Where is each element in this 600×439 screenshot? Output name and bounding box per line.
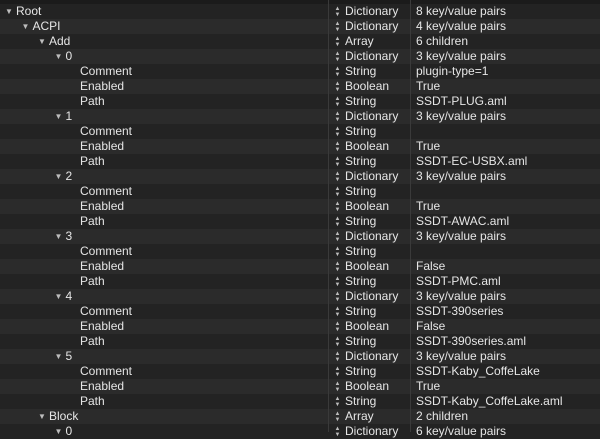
type-cell[interactable]: [334, 139, 389, 154]
key-label: Comment: [80, 304, 133, 318]
key-label: 0: [65, 49, 73, 63]
value-cell[interactable]: SSDT-EC-USBX.aml: [416, 154, 528, 168]
key-cell[interactable]: [80, 244, 132, 259]
disclosure-triangle-icon[interactable]: ▼: [38, 37, 46, 46]
type-stepper-icon[interactable]: ▲ ▼: [334, 230, 341, 243]
type-cell[interactable]: [334, 49, 398, 64]
type-stepper-icon[interactable]: ▲ ▼: [334, 305, 341, 318]
type-stepper-icon[interactable]: ▲ ▼: [334, 170, 341, 183]
type-stepper-icon[interactable]: ▲ ▼: [334, 110, 341, 123]
plist-row[interactable]: [0, 124, 600, 139]
value-cell[interactable]: plugin-type=1: [416, 64, 489, 78]
value-cell[interactable]: 3 key/value pairs: [416, 109, 507, 123]
key-label: Comment: [80, 184, 133, 198]
key-label: Comment: [80, 124, 133, 138]
plist-row[interactable]: [0, 334, 600, 349]
plist-outline-view: [0, 4, 600, 438]
type-stepper-icon[interactable]: ▲ ▼: [334, 20, 341, 33]
type-label: Boolean: [345, 79, 390, 93]
type-label: String: [345, 274, 377, 288]
key-label: Path: [80, 214, 105, 228]
key-cell[interactable]: [80, 259, 124, 274]
key-cell[interactable]: [21, 19, 61, 34]
value-cell[interactable]: SSDT-AWAC.aml: [416, 214, 510, 228]
type-cell[interactable]: [334, 214, 376, 229]
key-cell[interactable]: [80, 364, 132, 379]
type-label: String: [345, 304, 377, 318]
value-cell[interactable]: SSDT-Kaby_CoffeLake: [416, 364, 540, 378]
type-stepper-icon[interactable]: ▲ ▼: [334, 335, 341, 348]
type-cell[interactable]: [334, 199, 389, 214]
type-label: Boolean: [345, 199, 390, 213]
key-label: 4: [65, 289, 73, 303]
value-cell[interactable]: SSDT-PMC.aml: [416, 274, 501, 288]
value-cell[interactable]: False: [416, 319, 446, 333]
key-label: Enabled: [80, 139, 125, 153]
value-cell[interactable]: SSDT-PLUG.aml: [416, 94, 507, 108]
type-cell[interactable]: [334, 394, 376, 409]
disclosure-triangle-icon[interactable]: ▼: [21, 22, 30, 31]
key-cell[interactable]: [54, 49, 73, 64]
key-cell[interactable]: [37, 409, 78, 424]
value-cell[interactable]: 6 key/value pairs: [416, 424, 507, 438]
key-cell[interactable]: [80, 154, 105, 169]
value-cell[interactable]: 6 children: [416, 34, 469, 48]
plist-row[interactable]: [0, 94, 600, 109]
type-stepper-icon[interactable]: ▲ ▼: [334, 65, 341, 78]
type-stepper-icon[interactable]: ▲ ▼: [334, 410, 341, 423]
key-label: Add: [49, 34, 71, 48]
type-label: Array: [345, 34, 374, 48]
value-cell[interactable]: 2 children: [416, 409, 469, 423]
key-cell[interactable]: [80, 184, 132, 199]
type-cell[interactable]: [334, 319, 389, 334]
key-cell[interactable]: [54, 349, 73, 364]
plist-row[interactable]: [0, 379, 600, 394]
type-cell[interactable]: [334, 34, 374, 49]
key-label: Enabled: [80, 379, 125, 393]
key-label: Path: [80, 274, 105, 288]
type-label: String: [345, 184, 377, 198]
key-cell[interactable]: [80, 124, 132, 139]
column-divider-type-value: [410, 0, 411, 432]
key-label: Block: [49, 409, 79, 423]
plist-row[interactable]: [0, 424, 600, 439]
type-stepper-icon[interactable]: ▲ ▼: [334, 425, 341, 438]
plist-row[interactable]: [0, 64, 600, 79]
plist-row[interactable]: [0, 349, 600, 364]
plist-row[interactable]: [0, 139, 600, 154]
type-cell[interactable]: [334, 184, 376, 199]
type-cell[interactable]: [334, 334, 376, 349]
type-stepper-icon[interactable]: ▲ ▼: [334, 185, 341, 198]
type-label: Dictionary: [345, 229, 399, 243]
type-cell[interactable]: [334, 274, 376, 289]
type-cell[interactable]: [334, 364, 376, 379]
plist-row[interactable]: [0, 169, 600, 184]
type-stepper-icon[interactable]: ▲ ▼: [334, 275, 341, 288]
key-cell[interactable]: [80, 139, 124, 154]
disclosure-triangle-icon[interactable]: ▼: [54, 52, 63, 61]
type-stepper-icon[interactable]: ▲ ▼: [334, 5, 341, 18]
key-label: Enabled: [80, 259, 125, 273]
plist-row[interactable]: [0, 409, 600, 424]
disclosure-triangle-icon[interactable]: ▼: [54, 292, 63, 301]
disclosure-triangle-icon[interactable]: ▼: [5, 7, 13, 16]
type-stepper-icon[interactable]: ▲ ▼: [334, 215, 341, 228]
type-cell[interactable]: [334, 64, 376, 79]
type-label: String: [345, 394, 377, 408]
type-stepper-icon[interactable]: ▲ ▼: [334, 365, 341, 378]
key-cell[interactable]: [80, 79, 124, 94]
type-cell[interactable]: [334, 94, 376, 109]
key-label: Path: [80, 94, 105, 108]
type-label: String: [345, 154, 377, 168]
key-label: Enabled: [80, 79, 125, 93]
value-cell[interactable]: 8 key/value pairs: [416, 4, 507, 18]
type-label: Dictionary: [345, 4, 399, 18]
plist-row[interactable]: [0, 229, 600, 244]
key-cell[interactable]: [54, 169, 73, 184]
type-label: String: [345, 244, 377, 258]
plist-row[interactable]: [0, 4, 600, 19]
key-label: Root: [16, 4, 42, 18]
key-label: Comment: [80, 364, 133, 378]
key-cell[interactable]: [80, 64, 132, 79]
plist-row[interactable]: [0, 109, 600, 124]
key-cell[interactable]: [80, 394, 105, 409]
type-stepper-icon[interactable]: ▲ ▼: [334, 125, 341, 138]
type-stepper-icon[interactable]: ▲ ▼: [334, 380, 341, 393]
key-cell[interactable]: [80, 214, 105, 229]
plist-row[interactable]: [0, 199, 600, 214]
key-cell[interactable]: [54, 229, 73, 244]
type-label: Boolean: [345, 319, 390, 333]
plist-row[interactable]: [0, 79, 600, 94]
plist-row[interactable]: [0, 289, 600, 304]
plist-row[interactable]: [0, 244, 600, 259]
key-cell[interactable]: [80, 319, 124, 334]
key-cell[interactable]: [37, 34, 70, 49]
type-cell[interactable]: [334, 409, 374, 424]
key-label: 2: [65, 169, 73, 183]
plist-row[interactable]: [0, 184, 600, 199]
value-cell[interactable]: SSDT-Kaby_CoffeLake.aml: [416, 394, 563, 408]
value-cell[interactable]: 4 key/value pairs: [416, 19, 507, 33]
value-cell[interactable]: SSDT-390series: [416, 304, 504, 318]
key-cell[interactable]: [80, 94, 105, 109]
type-stepper-icon[interactable]: ▲ ▼: [334, 50, 341, 63]
type-cell[interactable]: [334, 124, 376, 139]
key-label: Enabled: [80, 199, 125, 213]
type-stepper-icon[interactable]: ▲ ▼: [334, 140, 341, 153]
value-cell[interactable]: 3 key/value pairs: [416, 49, 507, 63]
type-cell[interactable]: [334, 229, 398, 244]
value-cell[interactable]: 3 key/value pairs: [416, 169, 507, 183]
value-cell[interactable]: True: [416, 79, 441, 93]
value-cell[interactable]: False: [416, 259, 446, 273]
key-label: 3: [65, 229, 73, 243]
key-label: Enabled: [80, 319, 125, 333]
type-cell[interactable]: [334, 4, 398, 19]
disclosure-triangle-icon[interactable]: ▼: [38, 412, 46, 421]
type-stepper-icon[interactable]: ▲ ▼: [334, 155, 341, 168]
key-label: Comment: [80, 64, 133, 78]
key-cell[interactable]: [4, 4, 41, 19]
disclosure-triangle-icon[interactable]: ▼: [54, 232, 63, 241]
key-label: 1: [65, 109, 73, 123]
value-cell[interactable]: 3 key/value pairs: [416, 289, 507, 303]
type-stepper-icon[interactable]: ▲ ▼: [334, 350, 341, 363]
type-cell[interactable]: [334, 379, 389, 394]
type-label: String: [345, 124, 377, 138]
key-cell[interactable]: [54, 289, 73, 304]
type-cell[interactable]: [334, 169, 398, 184]
type-cell[interactable]: [334, 19, 398, 34]
type-stepper-icon[interactable]: ▲ ▼: [334, 35, 341, 48]
value-cell[interactable]: True: [416, 139, 441, 153]
key-label: Path: [80, 154, 105, 168]
type-label: Array: [345, 409, 374, 423]
type-label: Dictionary: [345, 109, 399, 123]
type-cell[interactable]: [334, 259, 389, 274]
type-cell[interactable]: [334, 244, 376, 259]
key-cell[interactable]: [80, 274, 105, 289]
key-cell[interactable]: [80, 304, 132, 319]
type-stepper-icon[interactable]: ▲ ▼: [334, 95, 341, 108]
value-cell[interactable]: True: [416, 199, 441, 213]
type-label: Dictionary: [345, 289, 399, 303]
type-cell[interactable]: [334, 154, 376, 169]
type-cell[interactable]: [334, 109, 398, 124]
key-cell[interactable]: [80, 379, 124, 394]
value-cell[interactable]: 3 key/value pairs: [416, 349, 507, 363]
type-stepper-icon[interactable]: ▲ ▼: [334, 200, 341, 213]
type-label: Dictionary: [345, 49, 399, 63]
value-cell[interactable]: True: [416, 379, 441, 393]
type-label: String: [345, 214, 377, 228]
plist-row[interactable]: [0, 154, 600, 169]
plist-row[interactable]: [0, 394, 600, 409]
value-cell[interactable]: 3 key/value pairs: [416, 229, 507, 243]
type-stepper-icon[interactable]: ▲ ▼: [334, 245, 341, 258]
plist-row[interactable]: [0, 319, 600, 334]
key-label: 5: [65, 349, 73, 363]
plist-row[interactable]: [0, 364, 600, 379]
type-label: String: [345, 364, 377, 378]
disclosure-triangle-icon[interactable]: ▼: [54, 112, 63, 121]
type-cell[interactable]: [334, 424, 398, 439]
plist-row[interactable]: [0, 34, 600, 49]
plist-row[interactable]: [0, 304, 600, 319]
column-divider-key-type: [328, 0, 329, 432]
plist-row[interactable]: [0, 259, 600, 274]
type-label: String: [345, 64, 377, 78]
plist-row[interactable]: [0, 49, 600, 64]
type-label: Boolean: [345, 379, 390, 393]
key-label: Path: [80, 334, 105, 348]
plist-row[interactable]: [0, 214, 600, 229]
type-cell[interactable]: [334, 349, 398, 364]
type-label: Boolean: [345, 139, 390, 153]
type-stepper-icon[interactable]: ▲ ▼: [334, 395, 341, 408]
plist-row[interactable]: [0, 274, 600, 289]
plist-row[interactable]: [0, 19, 600, 34]
key-label: Comment: [80, 244, 133, 258]
type-label: Dictionary: [345, 424, 399, 438]
type-label: String: [345, 94, 377, 108]
type-label: Boolean: [345, 259, 390, 273]
type-stepper-icon[interactable]: ▲ ▼: [334, 260, 341, 273]
type-stepper-icon[interactable]: ▲ ▼: [334, 290, 341, 303]
type-label: Dictionary: [345, 349, 399, 363]
type-stepper-icon[interactable]: ▲ ▼: [334, 80, 341, 93]
key-cell[interactable]: [80, 199, 124, 214]
type-cell[interactable]: [334, 79, 389, 94]
disclosure-triangle-icon[interactable]: ▼: [54, 427, 63, 436]
type-cell[interactable]: [334, 289, 398, 304]
disclosure-triangle-icon[interactable]: ▼: [54, 172, 63, 181]
type-label: Dictionary: [345, 19, 399, 33]
value-cell[interactable]: SSDT-390series.aml: [416, 334, 527, 348]
key-cell[interactable]: [54, 424, 73, 439]
key-label: Path: [80, 394, 105, 408]
type-cell[interactable]: [334, 304, 376, 319]
key-label: 0: [65, 424, 73, 438]
disclosure-triangle-icon[interactable]: ▼: [54, 352, 63, 361]
type-label: Dictionary: [345, 169, 399, 183]
key-cell[interactable]: [80, 334, 105, 349]
type-stepper-icon[interactable]: ▲ ▼: [334, 320, 341, 333]
type-label: String: [345, 334, 377, 348]
key-label: ACPI: [32, 19, 61, 33]
key-cell[interactable]: [54, 109, 73, 124]
